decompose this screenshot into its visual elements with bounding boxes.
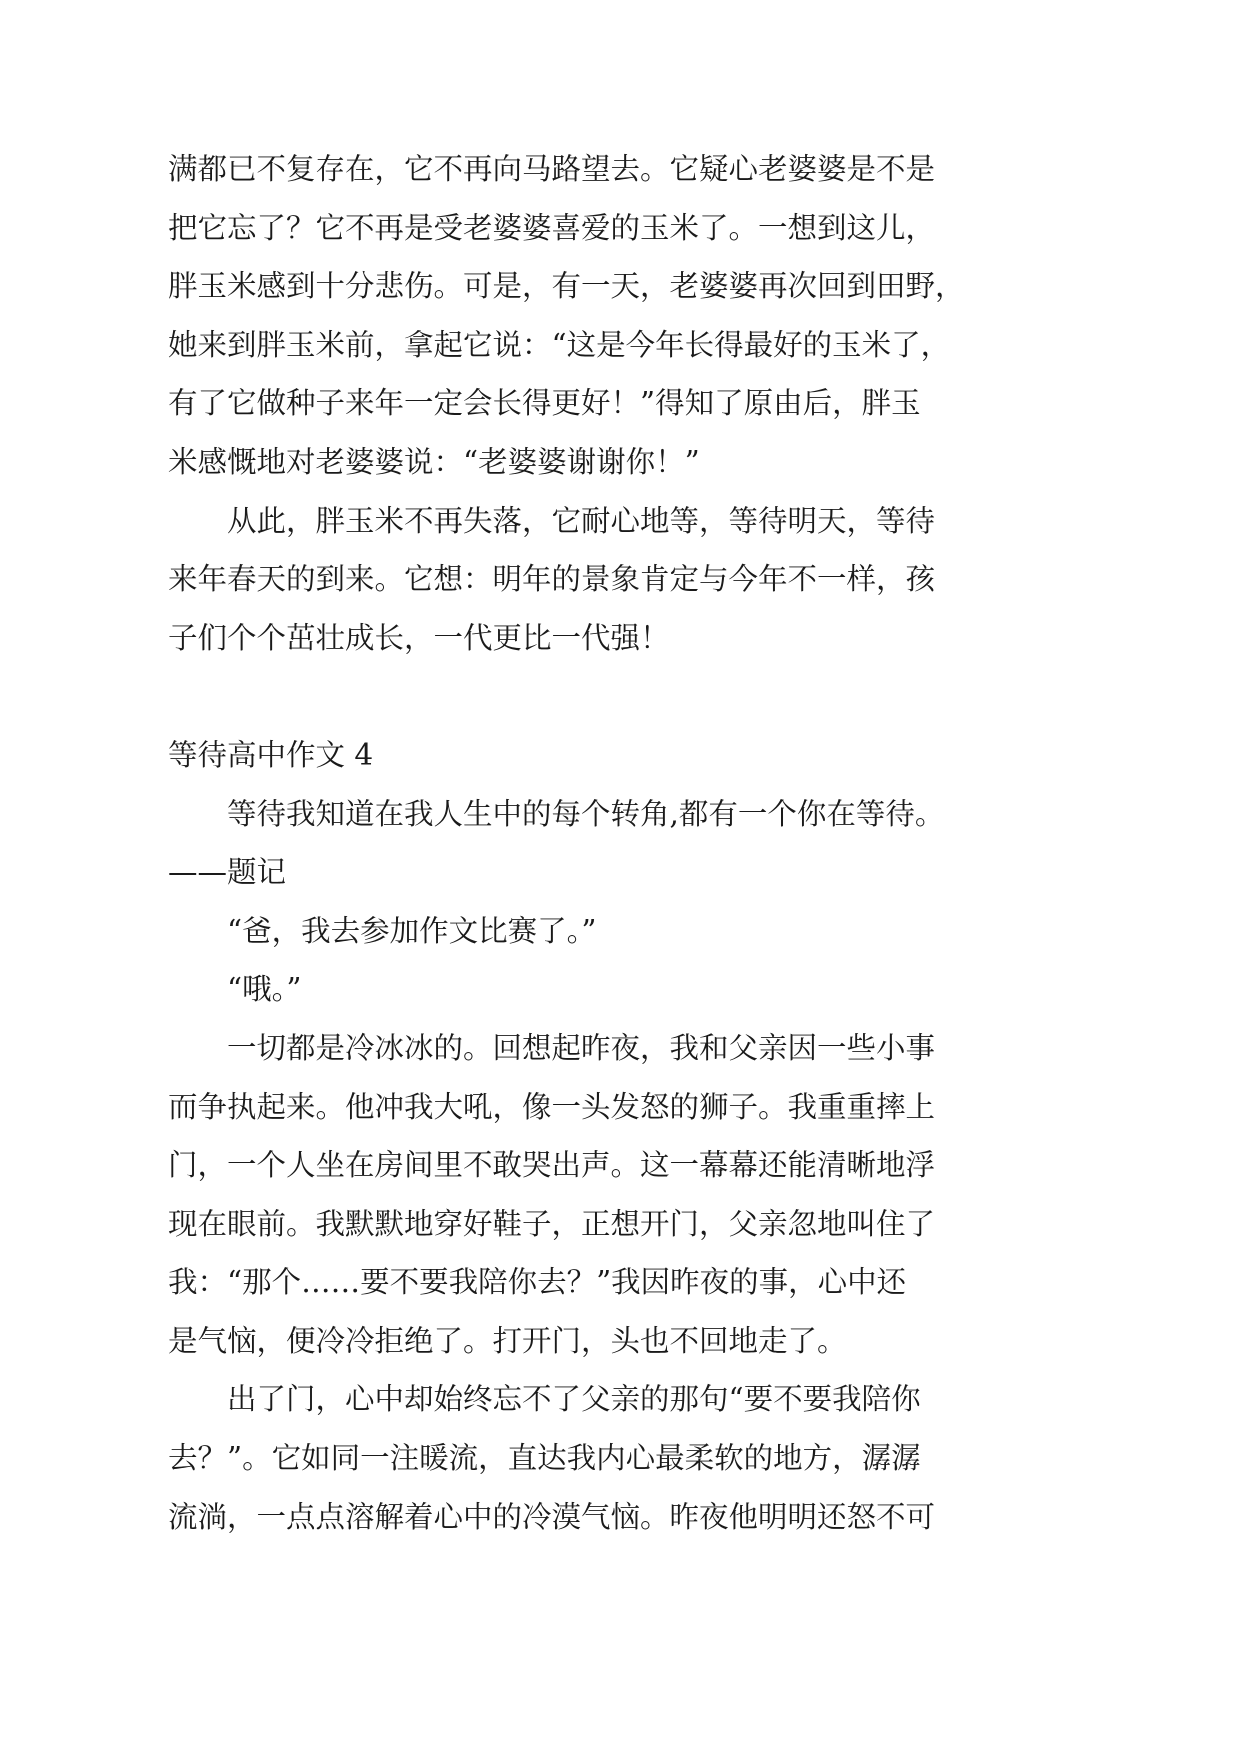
paragraph-line: 把它忘了？它不再是受老婆婆喜爱的玉米了。一想到这儿， (168, 210, 936, 245)
paragraph-line: 门，一个人坐在房间里不敢哭出声。这一幕幕还能清晰地浮 (168, 1148, 936, 1183)
paragraph-line: 胖玉米感到十分悲伤。可是，有一天，老婆婆再次回到田野， (168, 269, 965, 304)
paragraph-line: 子们个个茁壮成长，一代更比一代强！ (168, 620, 670, 655)
paragraph-line: 流淌，一点点溶解着心中的冷漠气恼。昨夜他明明还怒不可 (168, 1499, 936, 1534)
paragraph-line: “哦。” (168, 972, 302, 1007)
paragraph-line: 一切都是冷冰冰的。回想起昨夜，我和父亲因一些小事 (168, 1030, 936, 1065)
blank-line (168, 667, 942, 726)
paragraph-line: 去？”。它如同一注暖流，直达我内心最柔软的地方，潺潺 (168, 1441, 921, 1476)
paragraph-line: 我：“那个……要不要我陪你去？”我因昨夜的事，心中还 (168, 1265, 907, 1300)
paragraph-line: 有了它做种子来年一定会长得更好！”得知了原由后，胖玉 (168, 386, 921, 421)
paragraph-line: “爸，我去参加作文比赛了。” (168, 913, 597, 948)
paragraph-line: 而争执起来。他冲我大吼，像一头发怒的狮子。我重重摔上 (168, 1089, 936, 1124)
section-heading: 等待高中作文 4 (168, 737, 374, 772)
paragraph-line: ——题记 (168, 855, 287, 890)
paragraph-line: 满都已不复存在，它不再向马路望去。它疑心老婆婆是不是 (168, 152, 936, 186)
paragraph-line: 来年春天的到来。它想：明年的景象肯定与今年不一样，孩 (168, 562, 936, 597)
paragraph-line: 出了门，心中却始终忘不了父亲的那句“要不要我陪你 (168, 1382, 921, 1417)
paragraph-line: 米感慨地对老婆婆说：“老婆婆谢谢你！” (168, 444, 700, 479)
paragraph-line: 从此，胖玉米不再失落，它耐心地等，等待明天，等待 (168, 503, 936, 538)
paragraph-line: 是气恼，便冷冷拒绝了。打开门，头也不回地走了。 (168, 1323, 847, 1358)
paragraph-line: 她来到胖玉米前，拿起它说：“这是今年长得最好的玉米了， (168, 327, 951, 362)
paragraph-line: 等待我知道在我人生中的每个转角,都有一个你在等待。 (168, 796, 945, 831)
document-body (168, 140, 965, 1546)
paragraph-line: 现在眼前。我默默地穿好鞋子，正想开门，父亲忽地叫住了 (168, 1206, 936, 1241)
